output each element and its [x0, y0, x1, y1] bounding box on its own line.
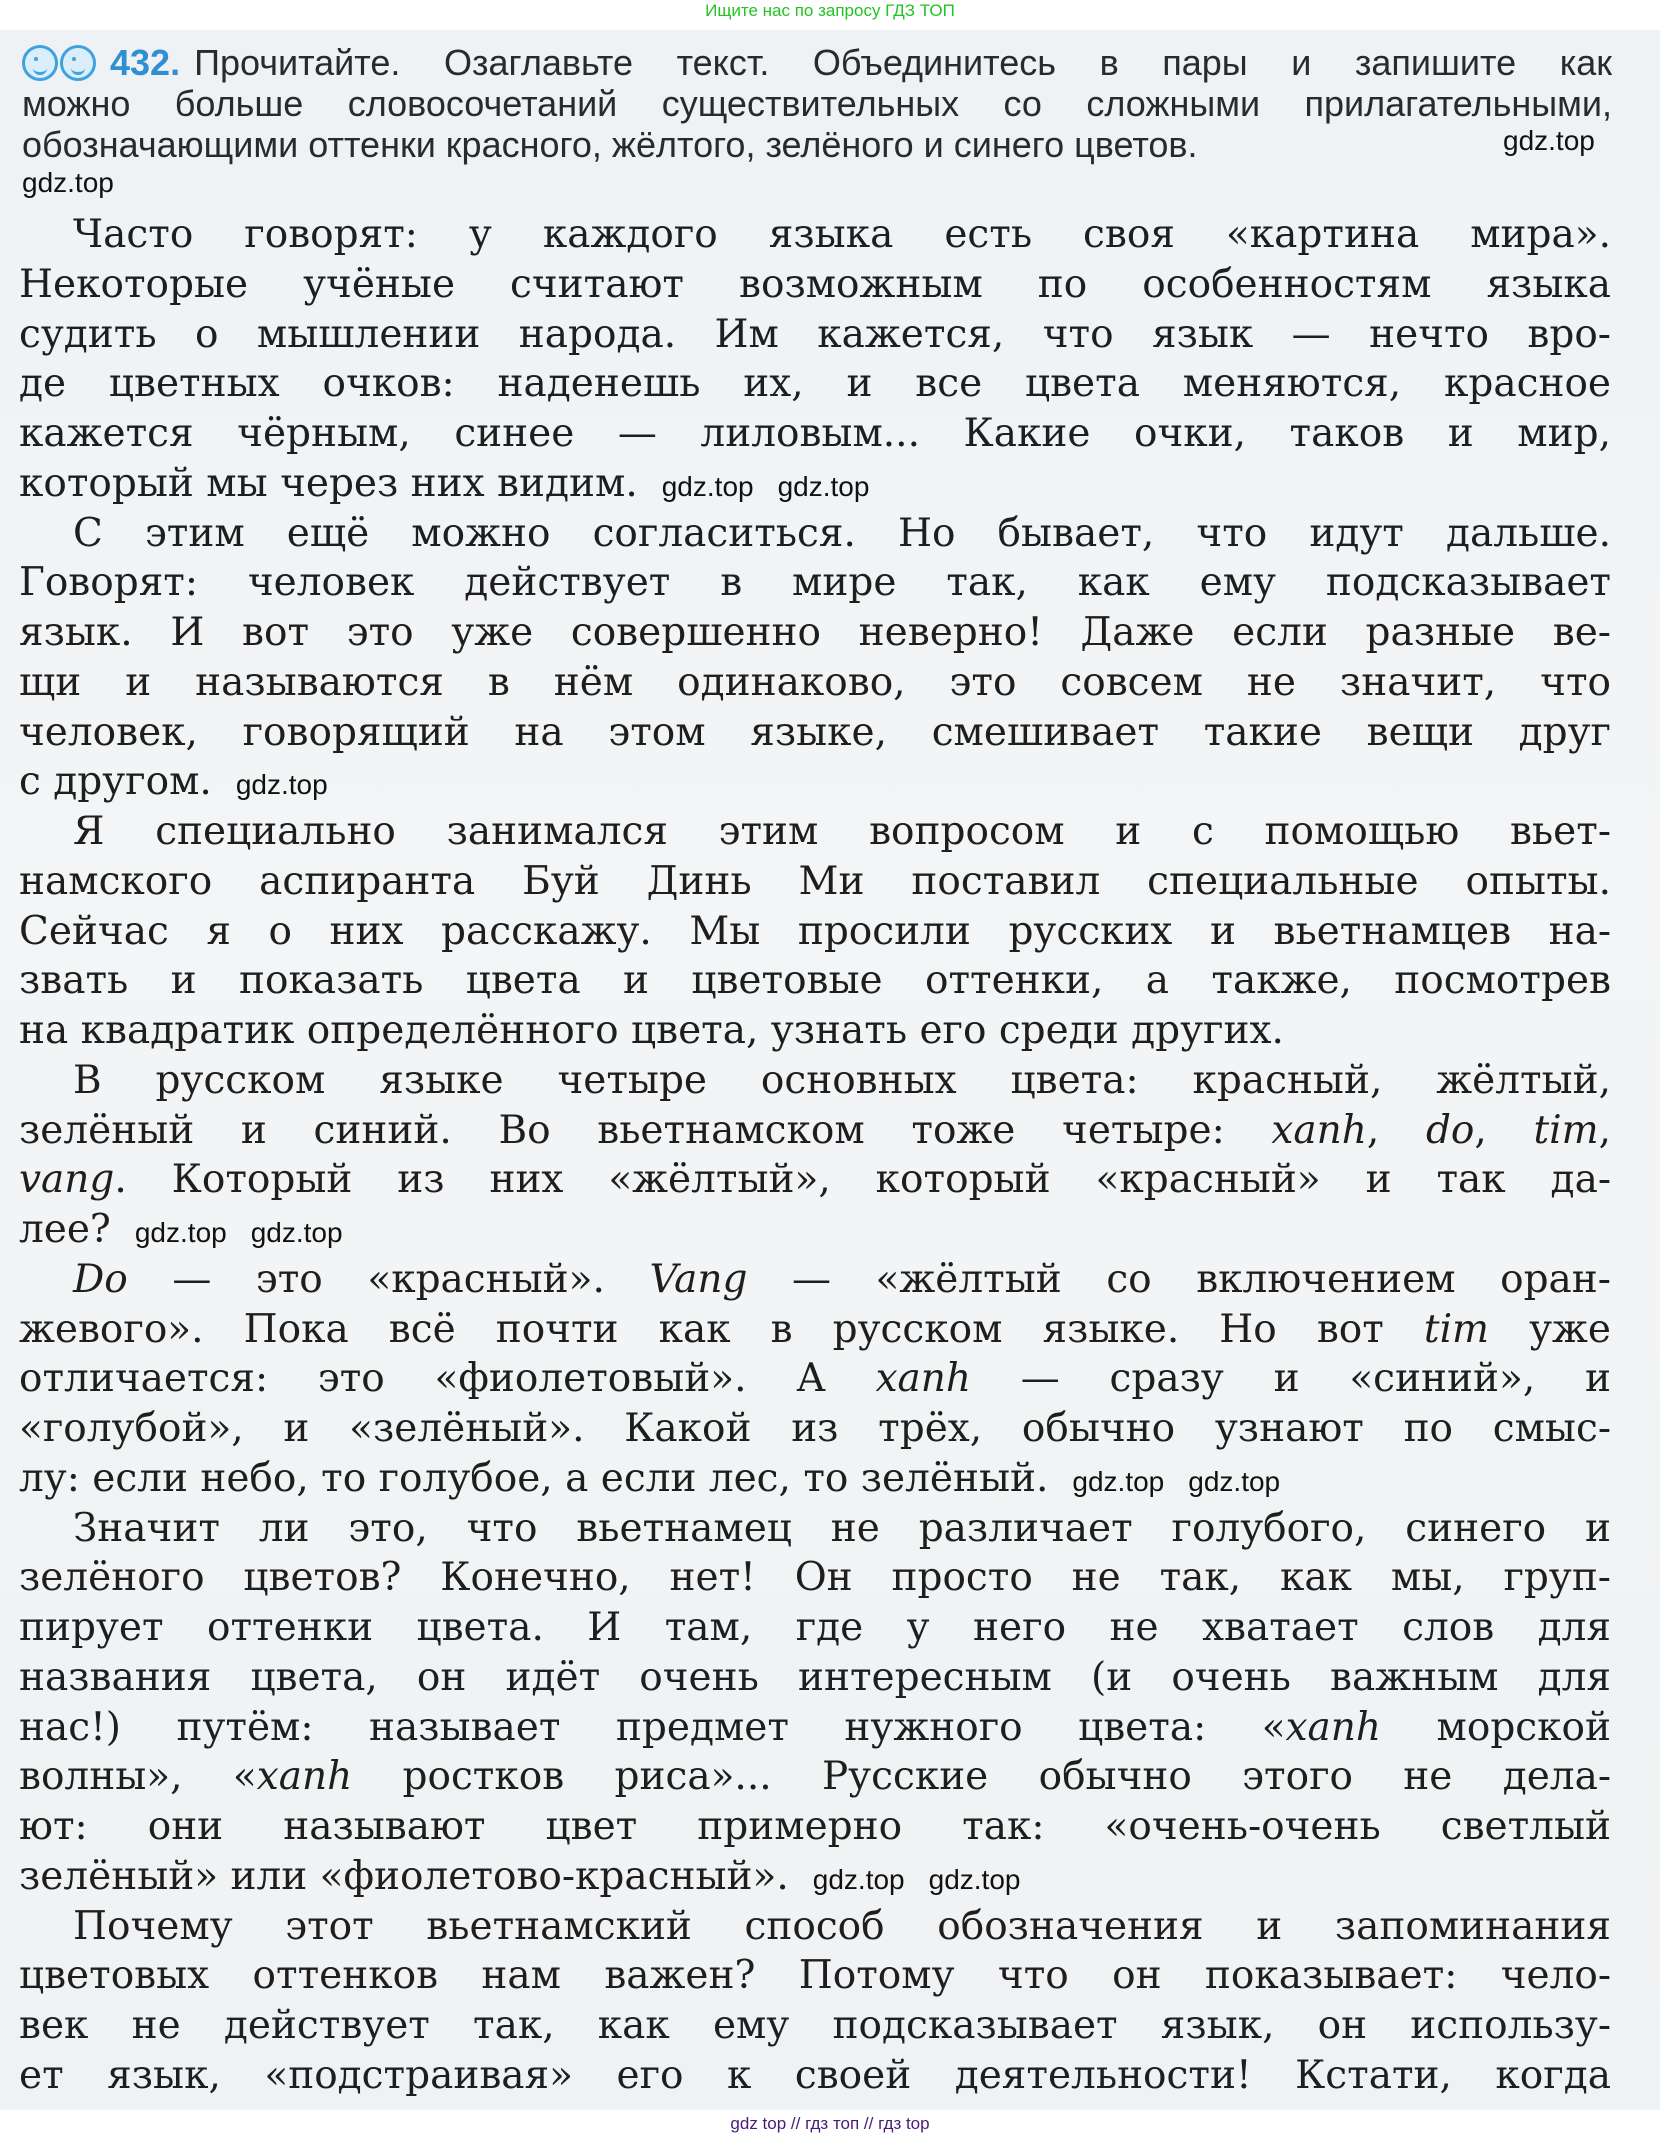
instruction-text: Прочитайте. Озаглавьте текст. Объединитесь в пары и запишите как	[194, 42, 1612, 83]
text-line	[19, 1504, 1611, 1554]
text-line	[19, 1802, 1611, 1852]
text-segment: зелёный и синий. Во вьетнамском тоже четыре:	[19, 1107, 1272, 1153]
watermark: gdz.top	[1072, 1465, 1165, 1497]
vietnamese-term: tim	[1533, 1107, 1599, 1153]
watermark: gdz.top	[1503, 125, 1595, 156]
text-segment: лу: если небо, то голубое, а если лес, то зелёный.	[19, 1455, 1049, 1501]
text-line	[19, 1603, 1611, 1653]
text-segment: ют: они называют цвет примерно так: «очень-очень светлый	[19, 1804, 1611, 1849]
exercise-number: 432.	[110, 42, 181, 83]
text-line	[19, 1553, 1611, 1603]
reading-text	[19, 210, 1611, 2101]
text-segment: жевого». Пока всё почти как в русском языке. Но вот	[19, 1306, 1424, 1352]
text-segment: судить о мышлении народа. Им кажется, что язык — нечто вро-	[19, 311, 1611, 357]
text-line	[19, 907, 1611, 957]
watermark: gdz.top	[661, 470, 754, 502]
text-line	[19, 608, 1611, 658]
text-line	[19, 1902, 1611, 1952]
text-segment: ростков риса»... Русские обычно этого не дела-	[352, 1754, 1612, 1800]
text-segment: звать и показать цвета и цветовые оттенки, а также, посмотрев	[19, 958, 1611, 1004]
pair-work-faces-icon	[22, 45, 96, 81]
text-line	[19, 1852, 1611, 1902]
text-line	[19, 459, 1611, 509]
text-segment: кажется чёрным, синее — лиловым... Какие очки, таков и мир,	[19, 411, 1611, 456]
text-segment: морской	[1381, 1704, 1612, 1750]
text-line	[19, 1056, 1611, 1106]
text-segment: намского аспиранта Буй Динь Ми поставил специальные опыты.	[19, 858, 1611, 904]
text-line	[19, 956, 1611, 1006]
instruction-line: обозначающими оттенки красного, жёлтого, зелёного и синего цветов.	[22, 124, 1198, 165]
text-line	[19, 1703, 1611, 1753]
text-line	[19, 1255, 1611, 1305]
text-segment: ,	[1598, 1107, 1612, 1153]
vietnamese-term: vang	[19, 1157, 115, 1203]
text-line	[19, 658, 1611, 708]
text-segment: — «жёлтый со включением оран-	[747, 1256, 1611, 1302]
text-segment: де цветных очков: наденешь их, и все цвета меняются, красное	[19, 361, 1611, 407]
watermark: gdz.top	[928, 1863, 1021, 1895]
text-line	[19, 708, 1611, 758]
text-segment: уже	[1489, 1306, 1611, 1352]
text-segment: названия цвета, он идёт очень интересным (и очень важным для	[19, 1654, 1611, 1700]
text-segment: — это «красный».	[127, 1256, 650, 1302]
text-line	[19, 409, 1611, 459]
watermark: gdz.top	[235, 769, 328, 801]
text-segment: Почему этот вьетнамский способ обозначения и запоминания	[73, 1903, 1611, 1949]
top-banner[interactable]: Ищите нас по запросу ГДЗ ТОП	[705, 1, 955, 20]
text-segment: В русском языке четыре основных цвета: красный, жёлтый,	[73, 1057, 1611, 1103]
text-segment: цветовых оттенков нам важен? Потому что он показывает: чело-	[19, 1953, 1611, 1999]
footer-links[interactable]: gdz top // гдз топ // гдз top	[0, 2110, 1660, 2140]
vietnamese-term: Do	[73, 1256, 128, 1302]
text-line	[19, 1354, 1611, 1404]
vietnamese-term: xanh	[875, 1356, 972, 1402]
text-segment: зелёного цветов? Конечно, нет! Он просто не так, как мы, груп-	[19, 1555, 1611, 1601]
watermark: gdz.top	[812, 1863, 905, 1895]
text-segment: нас!) путём: называет предмет нужного цвета: «	[19, 1704, 1286, 1750]
text-segment: человек, говорящий на этом языке, смешивает такие вещи друг	[19, 709, 1611, 755]
instruction-line: можно больше словосочетаний существительных со сложными прилагательными,	[22, 83, 1612, 124]
text-segment: ,	[1366, 1107, 1426, 1153]
text-segment: Часто говорят: у каждого языка есть своя «картина мира».	[73, 212, 1611, 257]
text-segment: век не действует так, как ему подсказывает язык, он использу-	[19, 2003, 1611, 2048]
text-segment: волны», «	[19, 1754, 257, 1800]
text-line	[19, 310, 1611, 360]
text-line	[19, 2051, 1611, 2101]
text-segment: «голубой», и «зелёный». Какой из трёх, обычно узнают по смыс-	[19, 1406, 1611, 1451]
text-segment: на квадратик определённого цвета, узнать его среди других.	[19, 1008, 1284, 1053]
instruction-line	[194, 42, 1612, 83]
text-segment: с другом.	[19, 759, 212, 805]
exercise-instruction	[22, 42, 1612, 165]
text-segment: ет язык, «подстраивая» его к своей деятельности! Кстати, когда	[19, 2052, 1611, 2098]
vietnamese-term: tim	[1423, 1306, 1490, 1352]
vietnamese-term: xanh	[1271, 1107, 1367, 1153]
text-segment: С этим ещё можно согласиться. Но бывает, что идут дальше.	[73, 510, 1611, 556]
text-line	[19, 1454, 1611, 1504]
text-segment: отличается: это «фиолетовый». А	[19, 1356, 876, 1402]
text-line	[19, 1653, 1611, 1703]
text-segment: ,	[1474, 1107, 1534, 1153]
vietnamese-term: Vang	[649, 1256, 748, 1302]
text-line	[19, 260, 1611, 310]
text-line	[19, 1106, 1611, 1156]
watermark: gdz.top	[250, 1217, 343, 1248]
text-segment: Говорят: человек действует в мире так, как ему подсказывает	[19, 560, 1611, 606]
vietnamese-term: do	[1425, 1107, 1475, 1153]
text-line	[19, 359, 1611, 409]
text-segment: щи и называются в нём одинаково, это совсем не значит, что	[19, 659, 1611, 705]
watermark: gdz.top	[777, 470, 870, 502]
vietnamese-term: xanh	[256, 1754, 353, 1800]
text-line	[19, 2001, 1611, 2051]
text-line	[19, 210, 1611, 260]
text-segment: Значит ли это, что вьетнамец не различает голубого, синего и	[73, 1505, 1611, 1551]
text-line	[19, 1205, 1611, 1255]
vietnamese-term: xanh	[1285, 1704, 1382, 1750]
watermark: gdz.top	[1188, 1465, 1281, 1497]
watermark: gdz.top	[22, 167, 114, 198]
text-line	[19, 509, 1611, 559]
text-line	[19, 1006, 1611, 1056]
text-segment: — сразу и «синий», и	[971, 1356, 1611, 1402]
text-segment: Сейчас я о них расскажу. Мы просили русских и вьетнамцев на-	[19, 908, 1611, 954]
text-segment: пирует оттенки цвета. И там, где у него не хватает слов для	[19, 1605, 1611, 1650]
text-segment: Я специально занимался этим вопросом и с помощью вьет-	[73, 809, 1611, 854]
watermark: gdz.top	[134, 1217, 227, 1248]
text-line	[19, 807, 1611, 857]
text-segment: который мы через них видим.	[19, 460, 638, 506]
text-segment: зелёный» или «фиолетово-красный».	[19, 1853, 789, 1899]
text-segment: . Который из них «жёлтый», который «красный» и так да-	[114, 1157, 1611, 1203]
text-line	[19, 1155, 1611, 1205]
text-segment: язык. И вот это уже совершенно неверно! Даже если разные ве-	[19, 610, 1611, 655]
text-line	[19, 1305, 1611, 1355]
text-line	[19, 1951, 1611, 2001]
text-line	[19, 1404, 1611, 1454]
text-line	[19, 857, 1611, 907]
text-segment: Некоторые учёные считают возможным по особенностям языка	[19, 261, 1611, 307]
text-line	[19, 1752, 1611, 1802]
text-segment: лее?	[19, 1207, 111, 1252]
text-line	[19, 558, 1611, 608]
text-line	[19, 757, 1611, 807]
